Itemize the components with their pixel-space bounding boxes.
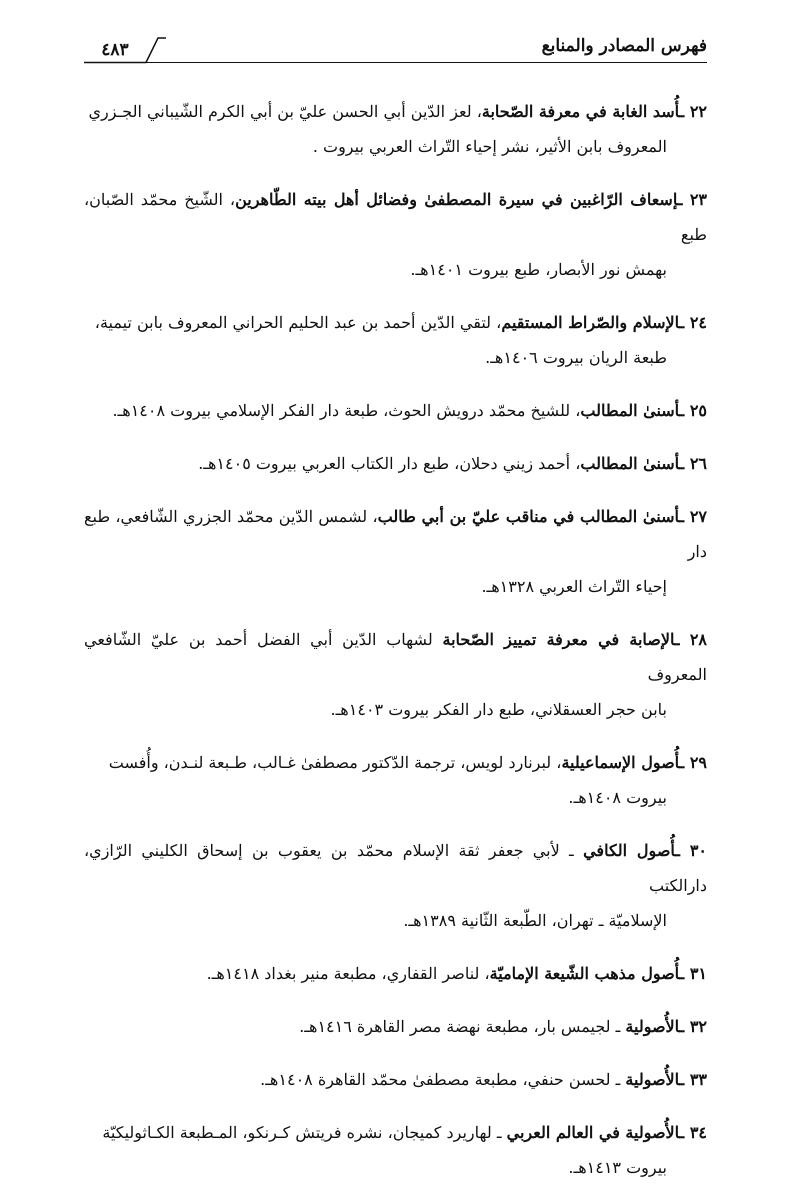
entry-number: ٢٣ ـ <box>677 190 707 209</box>
entry-title: الأُصولية <box>625 1017 680 1036</box>
entry-number: ٢٥ ـ <box>679 401 707 420</box>
entry-details: ، لناصر القفاري، مطبعة منير بغداد ١٤١٨هـ. <box>206 964 490 983</box>
entry-continuation: إحياء التّراث العربي ١٣٢٨هـ. <box>481 577 667 596</box>
header-title: فهرس المصادر والمنابع <box>541 36 707 56</box>
bibliography-entry <box>84 956 707 991</box>
entry-title: الأُصولية في العالم العربي <box>506 1123 680 1142</box>
bibliography-list <box>84 94 707 1203</box>
entry-title: أُصول مذهب الشّيعة الإماميّة <box>489 964 680 983</box>
running-header <box>84 34 707 64</box>
entry-number: ٢٨ ـ <box>674 630 708 649</box>
entry-title: أسنىٰ المطالب <box>580 454 680 473</box>
bibliography-entry <box>84 182 707 287</box>
entry-details: لشهاب الدّين أبي الفضل أحمد بن عليّ الشّافعي المعروف <box>84 630 707 684</box>
entry-continuation: الإسلاميّة ـ تهران، الطّبعة الثّانية ١٣٨٩هـ. <box>403 911 667 930</box>
entry-title: أسنىٰ المطالب <box>580 401 680 420</box>
entry-details: ، أحمد زيني دحلان، طبع دار الكتاب العربي بيروت ١٤٠٥هـ. <box>198 454 581 473</box>
entry-number: ٣٠ ـ <box>675 841 707 860</box>
entry-details: ، لشمس الدّين محمّد الجزري الشّافعي، طبع دار <box>84 507 707 561</box>
entry-details: ، لعز الدّين أبي الحسن عليّ بن أبي الكرم الشّيباني الجـزري <box>88 102 482 121</box>
bibliography-entry <box>84 622 707 727</box>
entry-number: ٣١ ـ <box>679 964 707 983</box>
entry-number: ٢٢ ـ <box>679 102 707 121</box>
entry-details: ـ لأبي جعفر ثقة الإسلام محمّد بن يعقوب بن إسحاق الكليني الرّازي، دارالكتب <box>84 841 707 895</box>
entry-details: ـ لحسن حنفي، مطبعة مصطفىٰ محمّد القاهرة ١٤٠٨هـ. <box>260 1070 621 1089</box>
entry-title: الإصابة في معرفة تمييز الصّحابة <box>442 630 675 649</box>
entry-details: ، لتقي الدّين أحمد بن عبد الحليم الحراني المعروف بابن تيمية، <box>94 313 502 332</box>
entry-title: أسنىٰ المطالب في مناقب عليّ بن أبي طالب <box>377 507 680 526</box>
bibliography-entry <box>84 446 707 481</box>
entry-details: ـ لهاريرد كميجان، نشره فريتش كـرنكو، المـطبعة الكـاثوليكيّة <box>102 1123 502 1142</box>
entry-number: ٢٧ ـ <box>679 507 708 526</box>
entry-title: أُصول الإسماعيلية <box>561 753 680 772</box>
entry-title: أُسد الغابة في معرفة الصّحابة <box>481 102 680 121</box>
entry-number: ٣٤ ـ <box>679 1123 707 1142</box>
page-number: ٤٨٣ <box>101 40 129 60</box>
entry-continuation: بهمش نور الأبصار، طبع بيروت ١٤٠١هـ. <box>410 260 667 279</box>
entry-details: ، لبرنارد لويس، ترجمة الدّكتور مصطفىٰ غـالب، طـبعة لنـدن، وأُفست <box>108 753 562 772</box>
entry-title: الأُصولية <box>625 1070 680 1089</box>
entry-details: ، للشيخ محمّد درويش الحوث، طبعة دار الفكر الإسلامي بيروت ١٤٠٨هـ. <box>112 401 581 420</box>
entry-number: ٣٢ ـ <box>679 1017 707 1036</box>
bibliography-entry <box>84 1115 707 1185</box>
entry-continuation: بابن حجر العسقلاني، طبع دار الفكر بيروت ١٤٠٣هـ. <box>330 700 667 719</box>
entry-continuation: بيروت ١٤٠٨هـ. <box>568 788 667 807</box>
entry-number: ٢٤ ـ <box>679 313 707 332</box>
page-number-box <box>84 34 166 63</box>
bibliography-entry <box>84 745 707 815</box>
entry-title: أُصول الكافي <box>583 841 676 860</box>
entry-number: ٢٩ ـ <box>679 753 707 772</box>
bibliography-entry <box>84 499 707 604</box>
bibliography-entry <box>84 305 707 375</box>
entry-details: ـ لجيمس بار، مطبعة نهضة مصر القاهرة ١٤١٦هـ. <box>299 1017 621 1036</box>
entry-number: ٢٦ ـ <box>679 454 707 473</box>
bibliography-entry <box>84 1062 707 1097</box>
bibliography-entry <box>84 94 707 164</box>
bibliography-entry <box>84 1009 707 1044</box>
entry-continuation: بيروت ١٤١٣هـ. <box>568 1158 667 1177</box>
header-rule <box>84 62 707 63</box>
entry-details: ، الشّيخ محمّد الصّبان، طبع <box>84 190 707 244</box>
entry-title: الإسلام والصّراط المستقيم <box>501 313 680 332</box>
entry-continuation: المعروف بابن الأثير، نشر إحياء التّراث العربي بيروت . <box>312 137 667 156</box>
entry-continuation: طبعة الريان بيروت ١٤٠٦هـ. <box>485 348 667 367</box>
bibliography-entry <box>84 833 707 938</box>
entry-number: ٣٣ ـ <box>679 1070 707 1089</box>
entry-title: إسعاف الرّاغبين في سيرة المصطفىٰ وفضائل أهل بيته الطّاهرين <box>235 190 678 209</box>
bibliography-entry <box>84 393 707 428</box>
